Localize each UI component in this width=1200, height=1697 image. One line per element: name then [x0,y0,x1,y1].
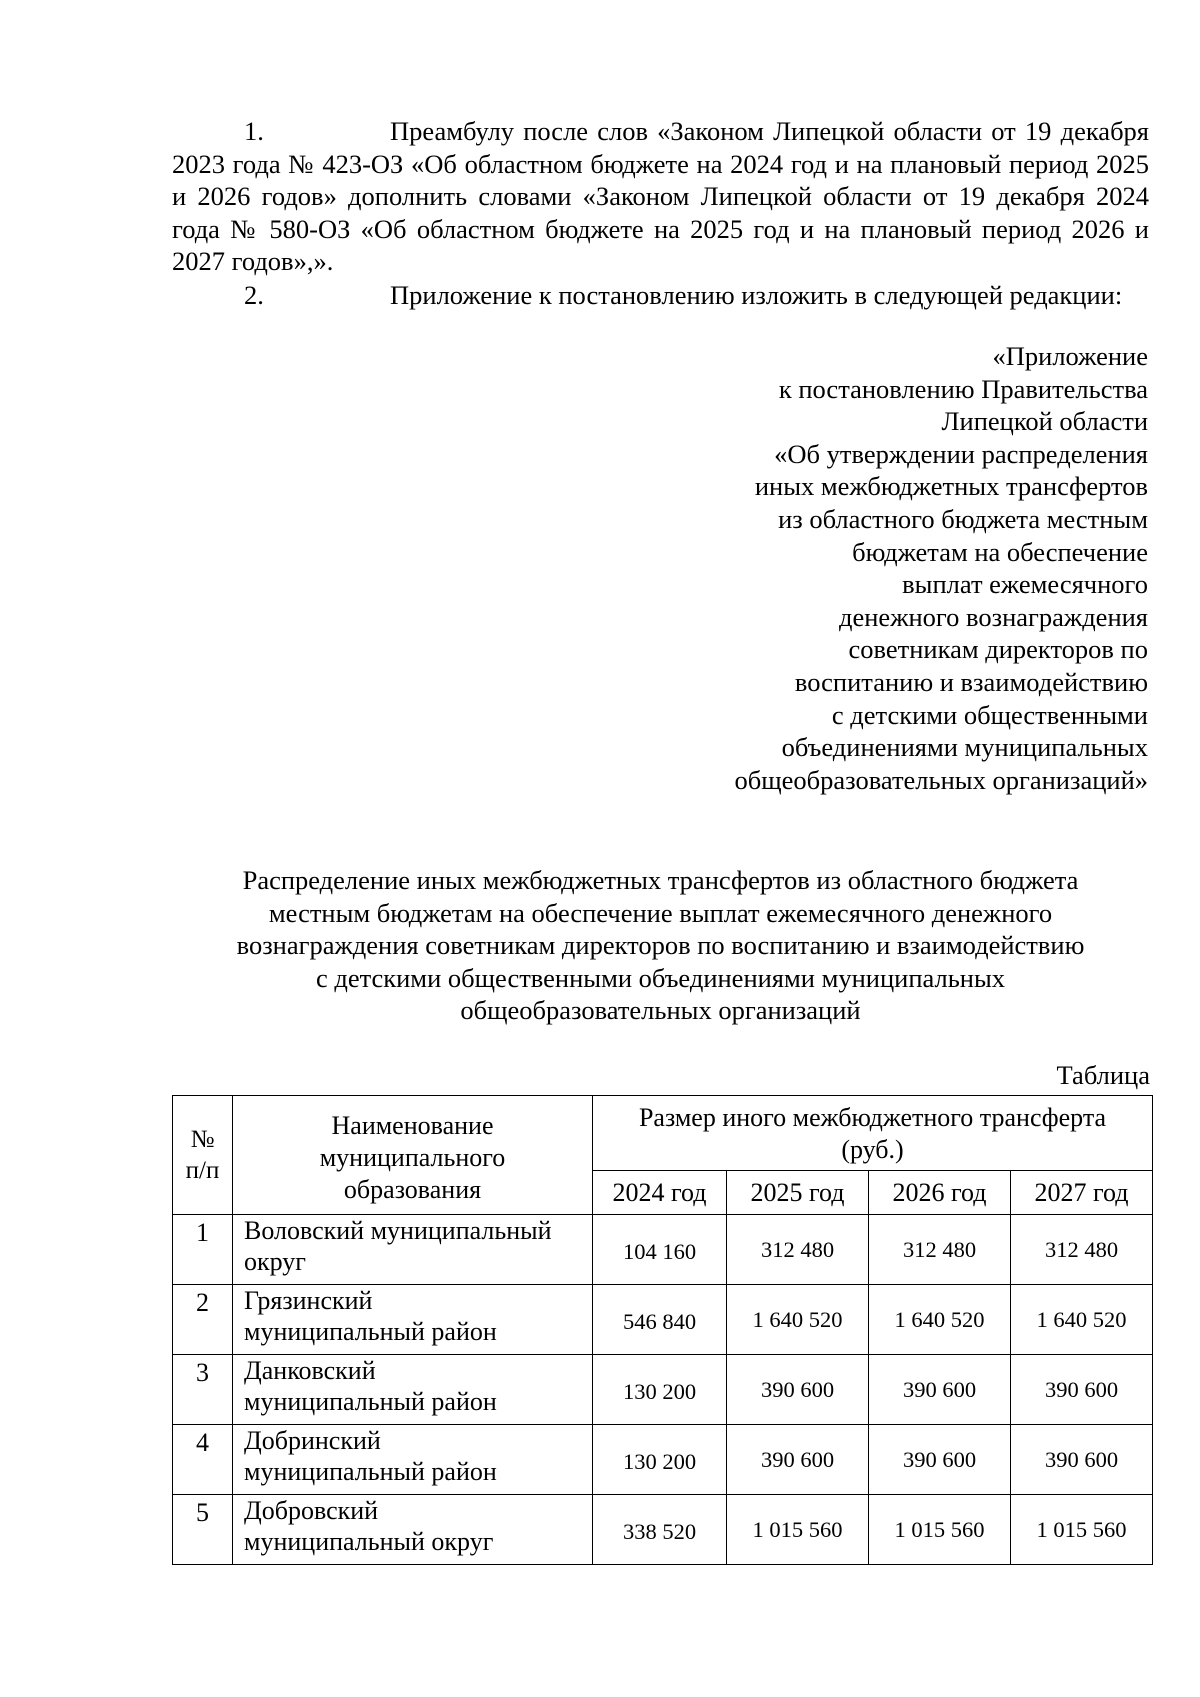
paragraph-2-number: 2. [244,280,264,310]
table-caption: Таблица [1056,1060,1150,1090]
cell-2027: 390 600 [1011,1355,1153,1425]
cell-2025: 1 640 520 [727,1285,869,1355]
row-name-line1: Добровский [244,1496,379,1525]
row-number: 5 [173,1495,233,1565]
appendix-line: выплат ежемесячного [902,569,1148,600]
paragraph-2 [172,279,1149,312]
paragraph-1 [172,115,1149,278]
header-size-line1: Размер иного межбюджетного трансферта [638,1103,1107,1132]
cell-2024: 338 520 [593,1495,727,1565]
row-name-line2: муниципальный округ [244,1527,494,1556]
row-name-line2: округ [244,1247,306,1276]
row-name-line2: муниципальный район [244,1387,497,1416]
header-number-line2: п/п [185,1157,220,1184]
cell-2026: 390 600 [869,1425,1011,1495]
appendix-line: общеобразовательных организаций» [734,764,1148,795]
appendix-line: из областного бюджета местным [778,503,1148,534]
row-number: 2 [173,1285,233,1355]
cell-2026: 1 015 560 [869,1495,1011,1565]
cell-2027: 1 015 560 [1011,1495,1153,1565]
document-title [172,864,1149,1027]
appendix-line: объединениями муниципальных [781,732,1148,763]
row-name-line2: муниципальный район [244,1317,497,1346]
cell-2026: 1 640 520 [869,1285,1011,1355]
paragraph-2-text: Приложение к постановлению изложить в следующей редакции: [390,280,1123,310]
cell-2025: 390 600 [727,1425,869,1495]
row-municipality [233,1495,593,1565]
header-year-2025: 2025 год [727,1171,869,1215]
cell-2026: 390 600 [869,1355,1011,1425]
cell-2024: 130 200 [593,1355,727,1425]
row-name-line1: Данковский [244,1356,376,1385]
appendix-line: иных межбюджетных трансфертов [754,471,1148,502]
header-size-line2: (руб.) [841,1135,904,1164]
appendix-line: Липецкой области [941,406,1148,437]
cell-2024: 130 200 [593,1425,727,1495]
header-year-2027: 2027 год [1011,1171,1153,1215]
distribution-table [172,1095,1153,1565]
table-row [173,1215,1153,1285]
header-transfer-size [593,1096,1153,1171]
row-name-line1: Добринский [244,1426,381,1455]
paragraph-1-text: Преамбулу после слов «Законом Липецкой области от 19 декабря 2023 года № 423-ОЗ «Об областном бюджете на 2024 год и на плановый период 2025 и 2026 годов» дополнить словами «Законом Липецкой области от 19 декабря 2024 года № 580-ОЗ «Об областном бюджете на 2025 год и на плановый период 2026 и 2027 годов»,». [172,116,1149,276]
appendix-line: денежного вознаграждения [839,601,1148,632]
row-number: 1 [173,1215,233,1285]
appendix-line: советникам директоров по [848,634,1148,665]
appendix-line: бюджетам на обеспечение [852,536,1148,567]
row-name-line1: Грязинский [244,1286,373,1315]
title-line: Распределение иных межбюджетных трансфертов из областного бюджета [242,865,1079,895]
header-name-text: Наименование муниципального образования [319,1111,506,1204]
appendix-line: к постановлению Правительства [778,373,1148,404]
table-row [173,1285,1153,1355]
row-municipality [233,1285,593,1355]
cell-2027: 390 600 [1011,1425,1153,1495]
cell-2024: 546 840 [593,1285,727,1355]
row-municipality [233,1355,593,1425]
cell-2027: 1 640 520 [1011,1285,1153,1355]
header-municipality-name [233,1096,593,1215]
appendix-line: «Приложение [992,341,1148,371]
row-number: 4 [173,1425,233,1495]
title-line: местным бюджетам на обеспечение выплат ежемесячного денежного [268,897,1053,928]
appendix-header [688,340,1148,796]
paragraph-1-number: 1. [244,116,264,146]
row-number: 3 [173,1355,233,1425]
cell-2026: 312 480 [869,1215,1011,1285]
row-municipality [233,1425,593,1495]
cell-2024: 104 160 [593,1215,727,1285]
cell-2027: 312 480 [1011,1215,1153,1285]
header-number-line1: № [190,1126,215,1153]
table-row [173,1425,1153,1495]
row-name-line1: Воловский муниципальный [244,1216,552,1245]
cell-2025: 390 600 [727,1355,869,1425]
row-name-line2: муниципальный район [244,1457,497,1486]
appendix-line: «Об утверждении распределения [774,438,1148,469]
appendix-line: воспитанию и взаимодействию [794,666,1148,697]
title-line: с детскими общественными объединениями муниципальных [315,962,1006,993]
title-line: вознаграждения советникам директоров по воспитанию и взаимодействию [236,930,1085,960]
table-row [173,1495,1153,1565]
cell-2025: 312 480 [727,1215,869,1285]
row-municipality [233,1215,593,1285]
appendix-line: с детскими общественными [831,699,1148,730]
cell-2025: 1 015 560 [727,1495,869,1565]
title-line: общеобразовательных организаций [460,995,861,1025]
table-row [173,1355,1153,1425]
header-year-2024: 2024 год [593,1171,727,1215]
header-number [173,1096,233,1215]
header-year-2026: 2026 год [869,1171,1011,1215]
